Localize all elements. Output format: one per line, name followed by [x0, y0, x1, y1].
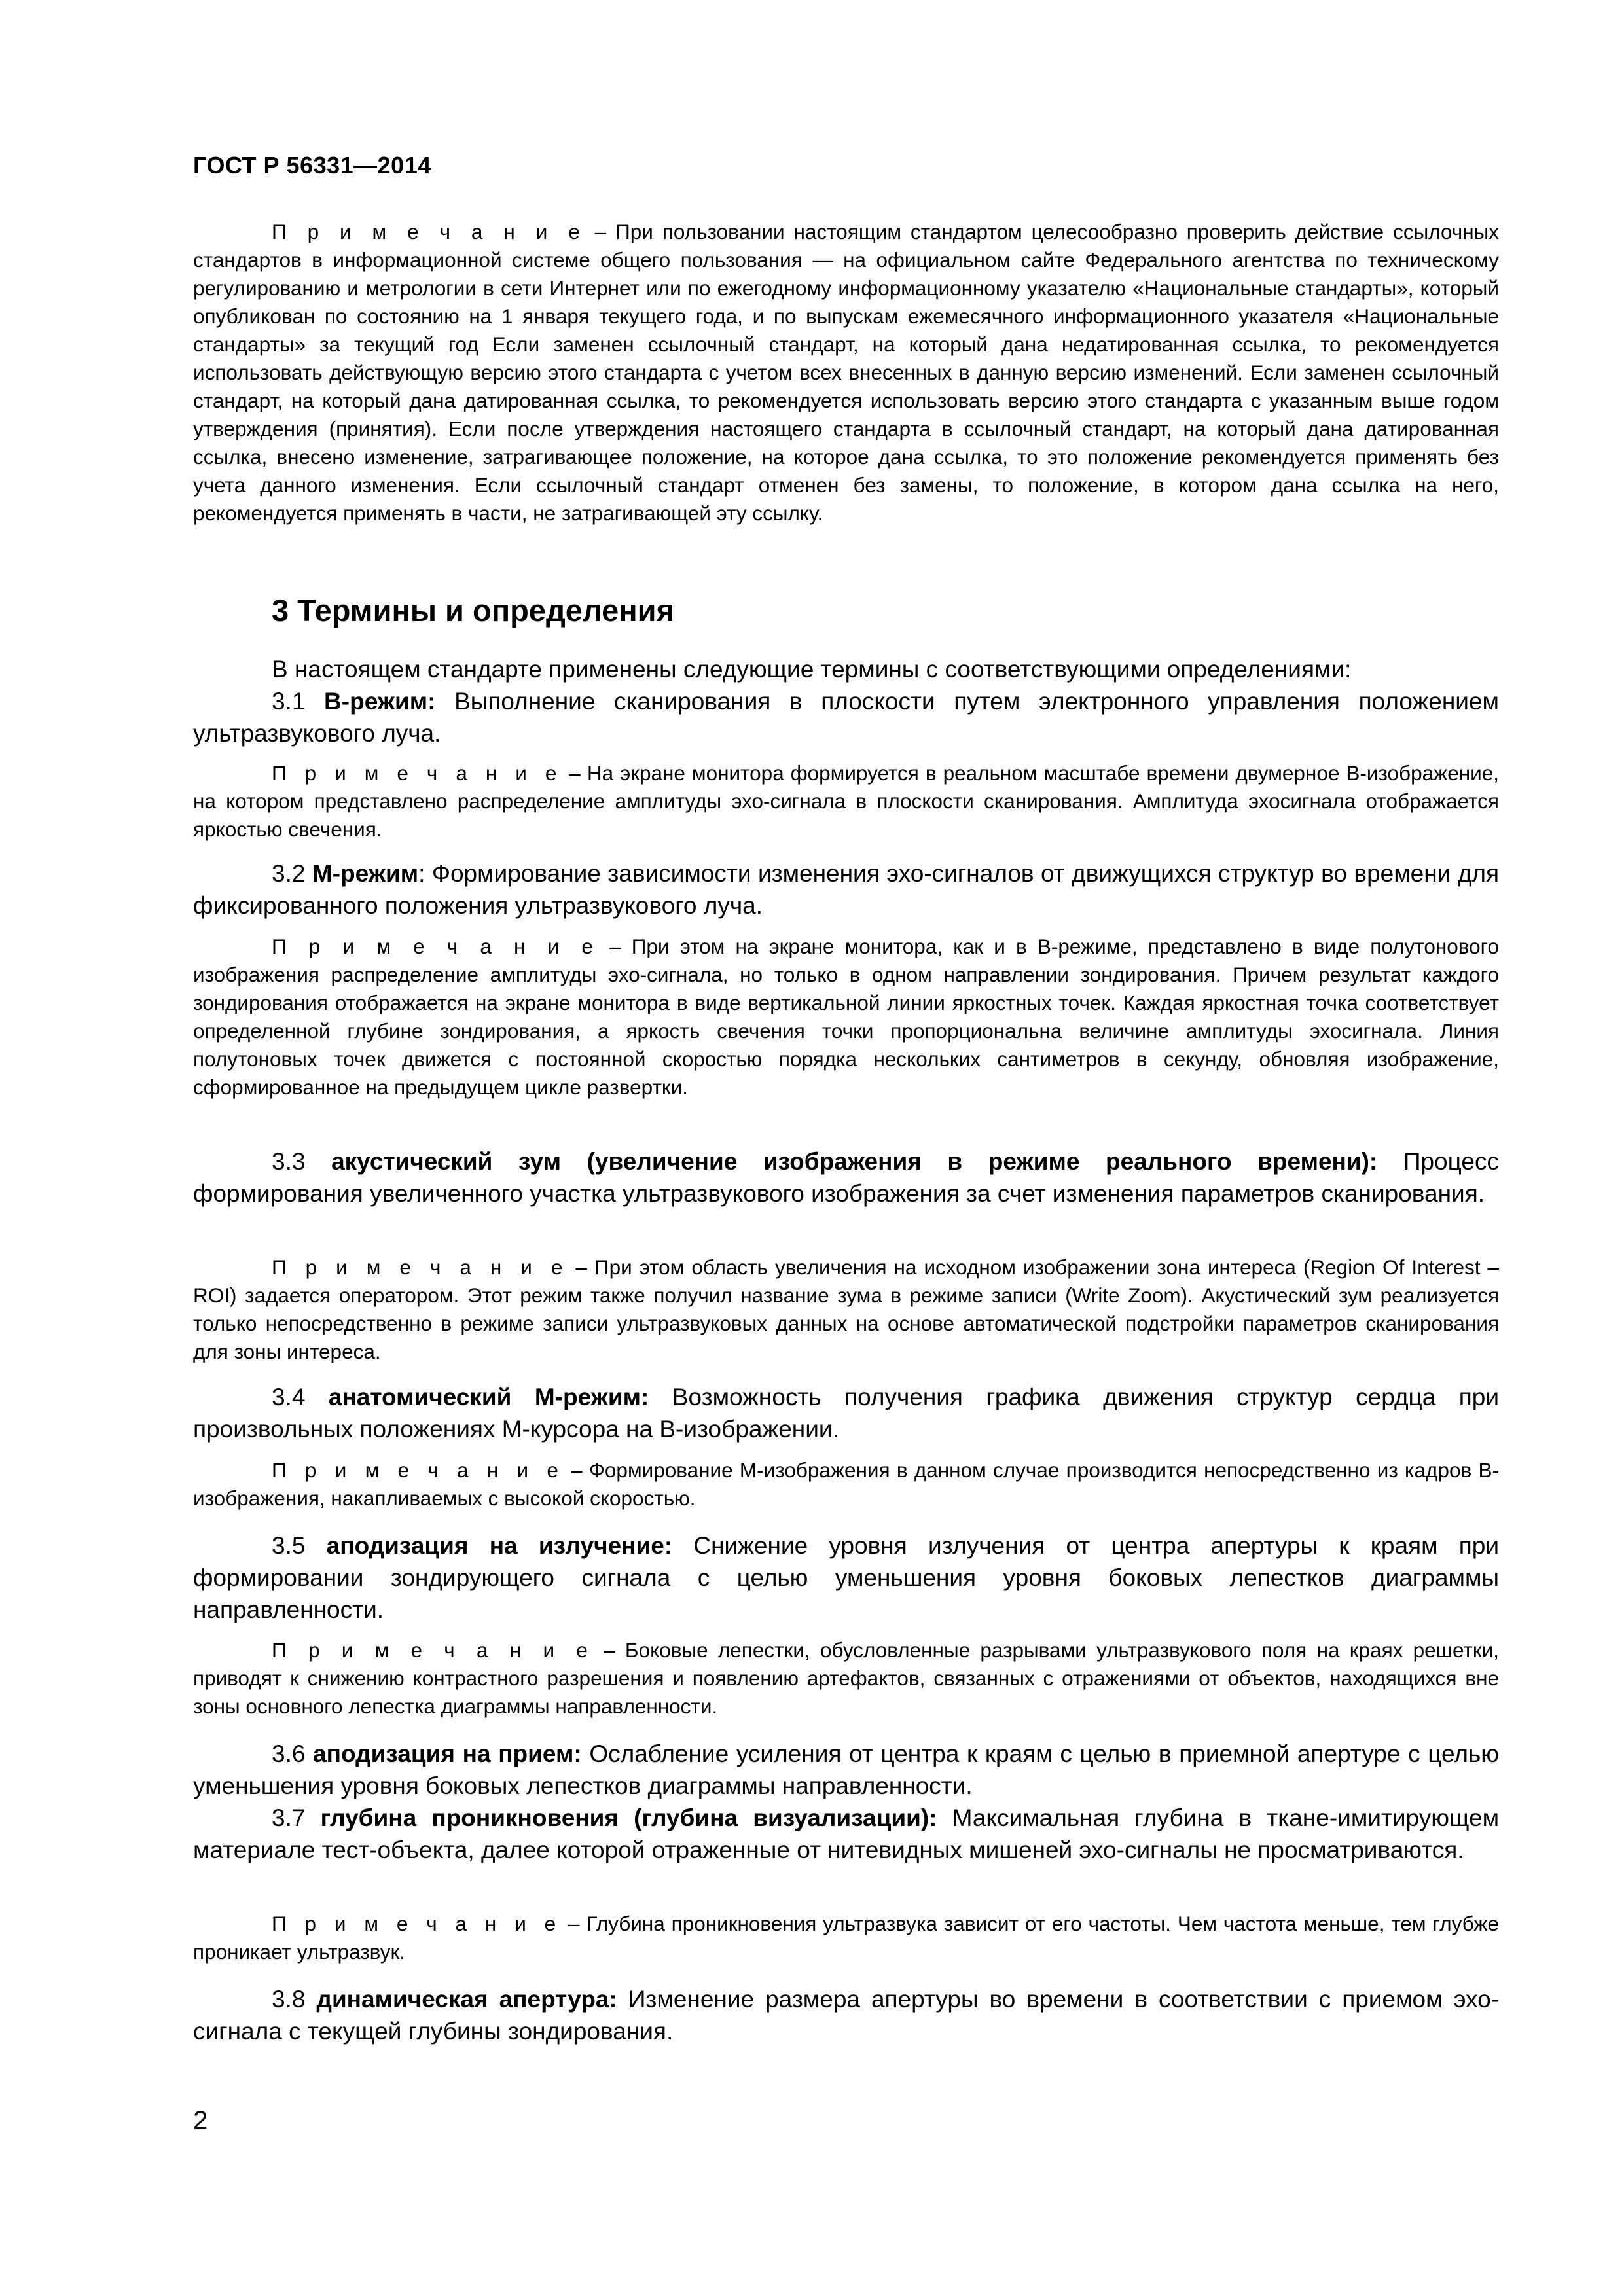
note-label: П р и м е ч а н и е — [272, 935, 599, 958]
note-text: – Глубина проникновения ультразвука зависит от его частоты. Чем частота меньше, тем глубже проникает ультразвук. — [193, 1912, 1499, 1964]
term-3-5 — [193, 1530, 1499, 1626]
term-definition: Максимальная глубина в ткане-имитирующем материале тест-объекта, далее которой отраженные от нитевидных мишеней эхо-сигналы не просматриваются. — [193, 1804, 1500, 1863]
term-3-7 — [193, 1802, 1499, 1866]
term-definition: Возможность получения графика движения структур сердца при произвольных положениях М-курсора на В-изображении. — [193, 1384, 1500, 1443]
term-3-1 — [193, 685, 1499, 749]
section-title: 3 Термины и определения — [272, 593, 674, 628]
term-name: аподизация на прием: — [313, 1740, 582, 1767]
intro-note — [193, 218, 1499, 528]
term-number: 3.7 — [272, 1804, 321, 1831]
term-number: 3.5 — [272, 1532, 327, 1559]
term-definition: Процесс формирования увеличенного участка ультразвукового изображения за счет изменения параметров сканирования. — [193, 1148, 1499, 1207]
term-3-8 — [193, 1983, 1499, 2047]
term-definition: Снижение уровня излучения от центра апертуры к краям при формировании зондирующего сигнала с целью уменьшения уровня боковых лепестков диаграммы направленности. — [193, 1532, 1499, 1623]
note-label: П р и м е ч а н и е — [272, 1255, 569, 1279]
note-3-4 — [193, 1456, 1499, 1513]
note-label: П р и м е ч а н и е — [272, 761, 563, 785]
note-label: П р и м е ч а н и е — [272, 1912, 562, 1935]
term-name: анатомический М-режим: — [328, 1384, 649, 1410]
term-name: акустический зум (увеличение изображения в режиме реального времени): — [331, 1148, 1378, 1175]
term-name: аподизация на излучение: — [326, 1532, 673, 1559]
note-3-5 — [193, 1636, 1499, 1721]
note-label: П р и м е ч а н и е — [272, 1458, 564, 1482]
term-3-2 — [193, 857, 1499, 922]
note-3-7 — [193, 1910, 1499, 1966]
note-text: – При этом на экране монитора, как и в В-режиме, представлено в виде полутонового изображения распределение амплитуды эхо-сигнала, но только в одном направлении зондирования. Причем результат каждого зондирования отображается на экране монитора в виде вертикальной линии яркостных точек. Каждая яркостная точка соответствует определенной глубине зондирования, а яркость свечения точки пропорциональна величине амплитуды эхосигнала. Линия полутоновых точек движется с постоянной скоростью порядка нескольких сантиметров в секунду, обновляя изображение, сформированное на предыдущем цикле развертки. — [193, 935, 1499, 1099]
term-name: динамическая апертура: — [316, 1986, 617, 2013]
term-name: М-режим — [312, 860, 419, 887]
note-text: – На экране монитора формируется в реальном масштабе времени двумерное В-изображение, на котором представлено распределение амплитуды эхо-сигнала в плоскости сканирования. Амплитуда эхосигнала отображается яркостью свечения. — [193, 761, 1499, 841]
page-number: 2 — [193, 2106, 208, 2135]
term-definition: Изменение размера апертуры во времени в соответствии с приемом эхо-сигнала с текущей глубины зондирования. — [193, 1986, 1500, 2045]
term-name: глубина проникновения (глубина визуализации): — [320, 1804, 937, 1831]
note-text: – Формирование М-изображения в данном случае производится непосредственно из кадров В-изображения, накапливаемых с высокой скоростью. — [193, 1458, 1499, 1510]
term-number: 3.3 — [272, 1148, 332, 1175]
term-number: 3.4 — [272, 1384, 329, 1410]
term-definition: Выполнение сканирования в плоскости путем электронного управления положением ультразвукового луча. — [193, 688, 1499, 747]
document-header: ГОСТ Р 56331—2014 — [193, 152, 431, 179]
term-number: 3.8 — [272, 1986, 317, 2013]
term-definition: Ослабление усиления от центра к краям с целью в приемной апертуре с целью уменьшения уровня боковых лепестков диаграммы направленности. — [193, 1740, 1500, 1799]
term-number: 3.1 — [272, 688, 325, 715]
term-name: В-режим: — [324, 688, 436, 715]
note-3-3 — [193, 1253, 1499, 1366]
note-3-2 — [193, 933, 1499, 1102]
term-3-3 — [193, 1145, 1499, 1210]
term-3-4 — [193, 1381, 1499, 1445]
term-number: 3.2 — [272, 860, 312, 887]
note-3-1 — [193, 759, 1499, 844]
note-text: – Боковые лепестки, обусловленные разрывами ультразвукового поля на краях решетки, приводят к снижению контрастного разрешения и появлению артефактов, связанных с отражениями от объектов, находящихся вне зоны основного лепестка диаграммы направленности. — [193, 1638, 1499, 1718]
term-definition: : Формирование зависимости изменения эхо-сигналов от движущихся структур во времени для фиксированного положения ультразвукового луча. — [193, 860, 1500, 919]
term-number: 3.6 — [272, 1740, 314, 1767]
term-3-6 — [193, 1738, 1499, 1802]
note-label: П р и м е ч а н и е — [272, 220, 586, 243]
section-intro: В настоящем стандарте применены следующие термины с соответствующими определениями: — [272, 656, 1352, 683]
note-label: П р и м е ч а н и е — [272, 1638, 594, 1662]
note-text: – При пользовании настоящим стандартом целесообразно проверить действие ссылочных стандартов в информационной системе общего пользования — на официальном сайте Федерального агентства по техническому регулированию и метрологии в сети Интернет или по ежегодному информационному указателю «Национальные стандарты», который опубликован по состоянию на 1 января текущего года, и по выпускам ежемесячного информационного указателя «Национальные стандарты» за текущий год Если заменен ссылочный стандарт, на который дана недатированная ссылка, то рекомендуется использовать действующую версию этого стандарта с учетом всех внесенных в данную версию изменений. Если заменен ссылочный стандарт, на который дана датированная ссылка, то рекомендуется использовать версию этого стандарта с указанным выше годом утверждения (принятия). Если после утверждения настоящего стандарта в ссылочный стандарт, на который дана датированная ссылка, внесено изменение, затрагивающее положение, на которое дана ссылка, то это положение рекомендуется применять без учета данного изменения. Если ссылочный стандарт отменен без замены, то положение, в котором дана ссылка на него, рекомендуется применять в части, не затрагивающей эту ссылку. — [193, 220, 1500, 525]
note-text: – При этом область увеличения на исходном изображении зона интереса (Region Of Interest – ROI) задается оператором. Этот режим также получил название зума в режиме записи (Write Zoom). Акустический зум реализуется только непосредственно в режиме записи ультразвуковых данных на основе автоматической подстройки параметров сканирования для зоны интереса. — [193, 1255, 1499, 1363]
